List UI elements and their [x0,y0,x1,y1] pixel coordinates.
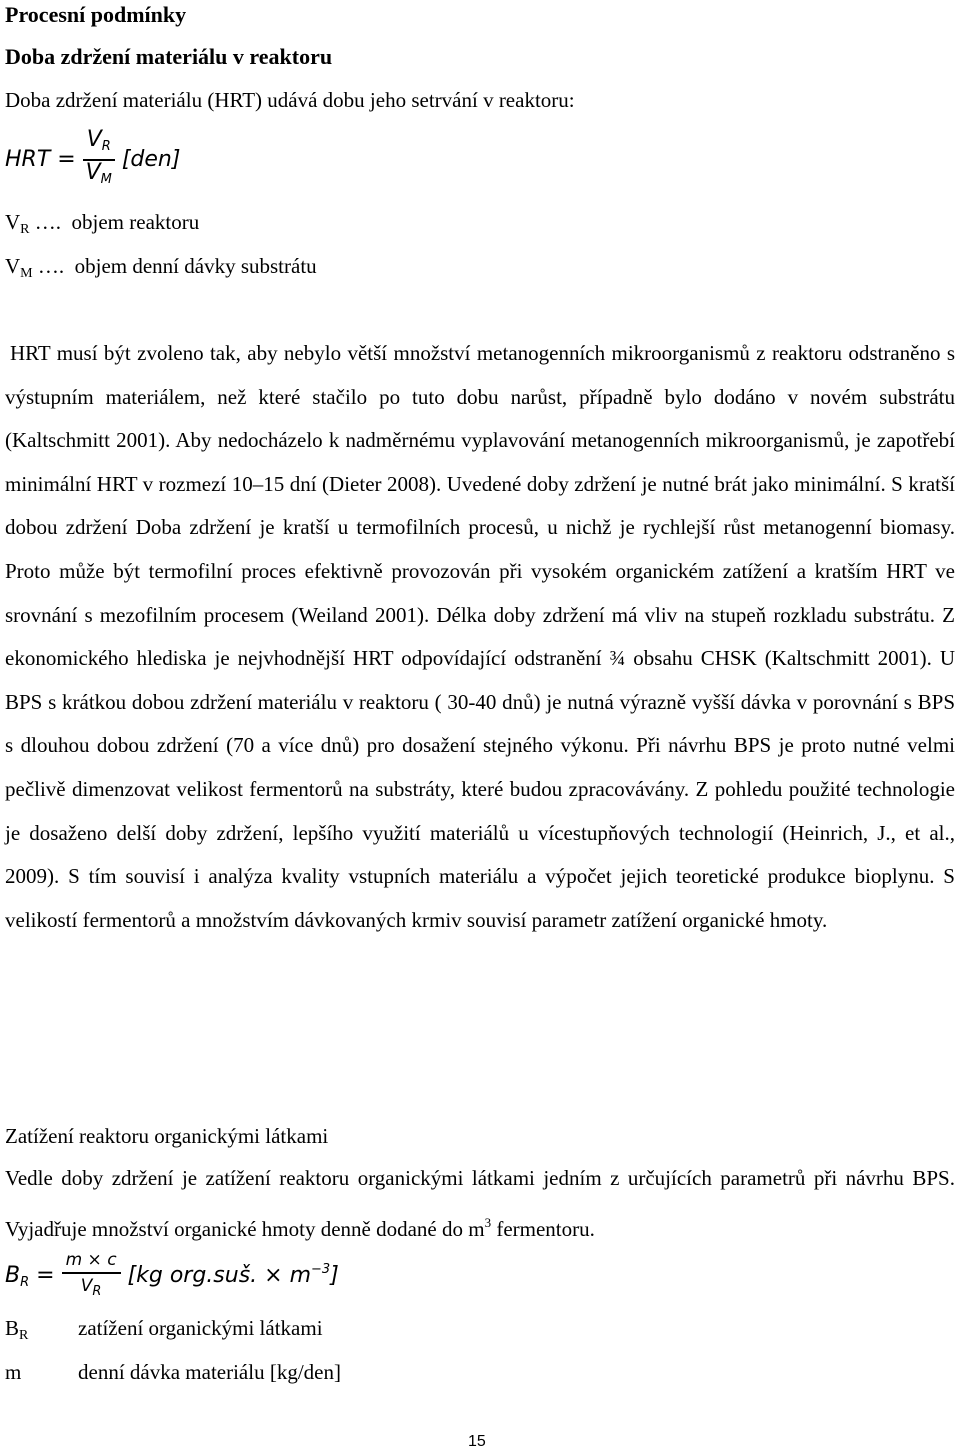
section-heading: Procesní podmínky [5,2,187,27]
br-formula-lhs-sub: R [20,1275,30,1290]
hrt-formula-lhs: HRT = [5,147,76,172]
loading-heading: Zatížení reaktoru organickými látkami [5,1124,329,1148]
hrt-formula-numerator-sub: R [101,139,111,154]
br-formula-unit-end: ] [330,1263,339,1288]
br-formula-lhs: B [5,1263,21,1288]
br-def-text: zatížení organickými látkami [78,1316,323,1340]
hrt-def-vm [5,254,317,282]
hrt-paragraph: HRT musí být zvoleno tak, aby nebylo větší množství metanogenních mikroorganismů z reaktoru odstraněno s výstupním materiálem, než které stačilo po tuto dobu narůst, případně bylo dodáno v novém substrátu (Kaltschmitt 2001). Aby nedocházelo k nadměrnému vyplavování metanogenních mikroorganismů, je zapotřebí minimální HRT v rozmezí 10–15 dní (Dieter 2008). Uvedené doby zdržení je nutné brát jako minimální. S kratší dobou zdržení Doba zdržení je kratší u termofilních procesů, u nichž je rychlejší růst metanogenní biomasy. Proto může být termofilní proces efektivně provozován při vysokém organickém zatížení a kratším HRT ve srovnání s mezofilním procesem (Weiland 2001). Délka doby zdržení má vliv na stupeň rozkladu substrátu. Z ekonomického hlediska je nejvhodnější HRT odpovídající odstranění ¾ obsahu CHSK (Kaltschmitt 2001). U BPS s krátkou dobou zdržení materiálu v reaktoru ( 30-40 dnů) je nutná výrazně vyšší dávka v porovnání s BPS s dlouhou dobou zdržení (70 a více dnů) pro dosažení stejného výkonu. Při návrhu BPS je proto nutné velmi pečlivě dimenzovat velikost fermentorů na substráty, které budou zpracovávány. Z pohledu použité technologie je dosaženo delší doby zdržení, lepšího využití materiálů u vícestupňových technologií (Heinrich, J., et al., 2009). S tím souvisí i analýza kvality vstupních materiálu a výpočet jejich teoretické produkce bioplynu. S velikostí fermentorů a množstvím dávkovaných krmiv souvisí parametr zatížení organické hmoty. [5,341,955,932]
def-symbol-sub: R [20,222,30,237]
subsection-heading: Doba zdržení materiálu v reaktoru [5,44,333,69]
hrt-formula [5,128,180,192]
loading-intro-text: Vedle doby zdržení je zatížení reaktoru organickými látkami jedním z určujících parametrů při návrhu BPS. Vyjadřuje množství organické hmoty denně dodané do m [5,1166,955,1241]
def-symbol: V [5,254,21,278]
br-formula-unit-sup: −3 [311,1262,331,1277]
loading-intro [5,1157,955,1251]
def-symbol: V [5,210,21,234]
page-number: 15 [468,1433,486,1450]
def-symbol: B [5,1316,20,1340]
def-dots: …. [37,254,65,278]
hrt-formula-denominator: V [85,160,101,185]
br-formula-denominator-sub: R [92,1284,102,1299]
hrt-formula-unit: [den] [121,147,181,172]
br-formula-denominator: V [80,1276,93,1296]
br-formula-eq: = [36,1263,55,1288]
def-symbol-sub: R [19,1328,29,1343]
br-formula-fraction [62,1248,121,1304]
br-formula [5,1248,339,1304]
hrt-formula-denominator-sub: M [100,172,112,187]
br-formula-unit: [kg org.suš. × m [127,1263,312,1288]
hrt-formula-numerator: V [86,127,102,152]
def-symbol-sub: M [20,266,33,281]
hrt-def-vr [5,210,199,238]
def-dots: …. [34,210,62,234]
br-formula-numerator: m × c [62,1248,121,1274]
loading-intro-end: fermentoru. [491,1216,595,1241]
loading-intro-sup: 3 [484,1214,492,1230]
m-def-text: denní dávka materiálu [kg/den] [78,1360,341,1384]
hrt-intro: Doba zdržení materiálu (HRT) udává dobu jeho setrvání v reaktoru: [5,88,575,112]
hrt-formula-fraction [83,128,115,192]
br-def-symbol [5,1316,28,1344]
m-def-symbol: m [5,1360,22,1384]
def-text: objem denní dávky substrátu [74,254,317,278]
def-text: objem reaktoru [71,210,200,234]
